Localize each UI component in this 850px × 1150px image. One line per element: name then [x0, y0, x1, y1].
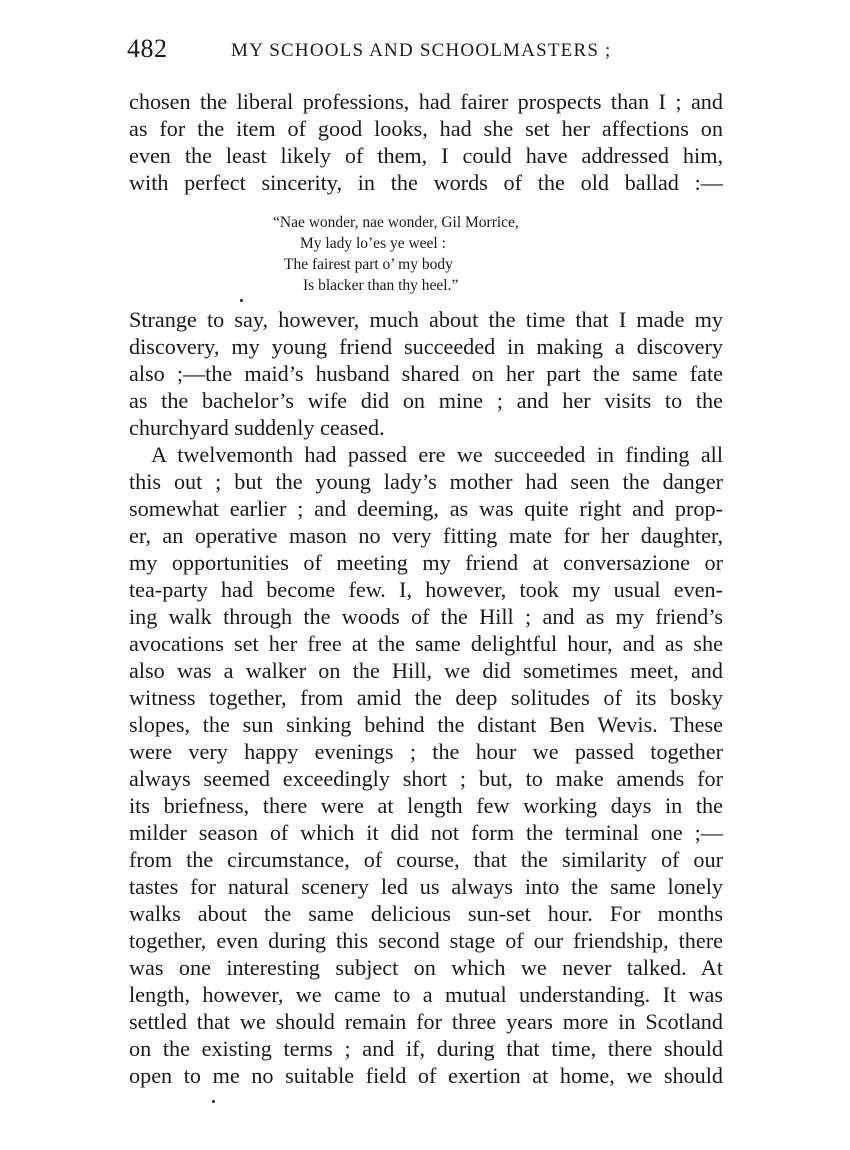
page-header: [127, 34, 727, 74]
text-line: length, however, we came to a mutual understanding. It was: [129, 982, 723, 1007]
verse-line: Is blacker than thy heel.”: [303, 277, 459, 294]
text-line: A twelvemonth had passed ere we succeeded in finding all: [151, 442, 723, 467]
text-line: churchyard suddenly ceased.: [129, 415, 385, 440]
ink-speck: [240, 299, 243, 302]
verse-line: The fairest part o’ my body: [284, 256, 453, 273]
text-line: as the bachelor’s wife did on mine ; and her visits to the: [129, 388, 723, 413]
text-line: from the circumstance, of course, that the similarity of our: [129, 847, 723, 872]
text-line: slopes, the sun sinking behind the distant Ben Wevis. These: [129, 712, 723, 737]
text-line: settled that we should remain for three years more in Scotland: [129, 1009, 723, 1034]
text-line: on the existing terms ; and if, during that time, there should: [129, 1036, 723, 1061]
text-line: discovery, my young friend succeeded in making a discovery: [129, 334, 723, 359]
body-text: [129, 306, 723, 1089]
text-line: open to me no suitable field of exertion at home, we should: [129, 1063, 723, 1088]
verse-line: “Nae wonder, nae wonder, Gil Morrice,: [273, 214, 519, 231]
text-line: were very happy evenings ; the hour we passed together: [129, 739, 723, 764]
text-line: er, an operative mason no very fitting mate for her daughter,: [129, 523, 723, 548]
text-line: with perfect sincerity, in the words of the old ballad :—: [129, 170, 723, 195]
text-line: milder season of which it did not form the terminal one ;—: [129, 820, 723, 845]
verse-line: My lady lo’es ye weel :: [300, 235, 446, 252]
text-line: tea-party had become few. I, however, took my usual even-: [129, 577, 723, 602]
text-line: witness together, from amid the deep solitudes of its bosky: [129, 685, 723, 710]
text-line: as for the item of good looks, had she set her affections on: [129, 116, 723, 141]
text-line: this out ; but the young lady’s mother had seen the danger: [129, 469, 723, 494]
text-line: avocations set her free at the same delightful hour, and as she: [129, 631, 723, 656]
page-number: 482: [127, 34, 168, 63]
text-line: my opportunities of meeting my friend at conversazione or: [129, 550, 723, 575]
text-line: always seemed exceedingly short ; but, to make amends for: [129, 766, 723, 791]
paragraph-intro: [129, 88, 723, 196]
text-line: also ;—the maid’s husband shared on her part the same fate: [129, 361, 723, 386]
ballad-verse: [273, 212, 573, 296]
text-line: tastes for natural scenery led us always into the same lonely: [129, 874, 723, 899]
ink-speck: [212, 1100, 215, 1103]
text-line: even the least likely of them, I could have addressed him,: [129, 143, 723, 168]
text-line: somewhat earlier ; and deeming, as was quite right and prop-: [129, 496, 723, 521]
text-line: ing walk through the woods of the Hill ; and as my friend’s: [129, 604, 723, 629]
text-line: Strange to say, however, much about the time that I made my: [129, 307, 723, 332]
paragraph-main: [129, 441, 723, 1089]
text-line: its briefness, there were at length few working days in the: [129, 793, 723, 818]
text-line: together, even during this second stage of our friendship, there: [129, 928, 723, 953]
text-line: also was a walker on the Hill, we did sometimes meet, and: [129, 658, 723, 683]
running-head: MY SCHOOLS AND SCHOOLMASTERS ;: [231, 40, 612, 61]
text-line: walks about the same delicious sun-set hour. For months: [129, 901, 723, 926]
paragraph-strange: [129, 306, 723, 441]
text-line: chosen the liberal professions, had fairer prospects than I ; and: [129, 89, 723, 114]
text-line: was one interesting subject on which we never talked. At: [129, 955, 723, 980]
